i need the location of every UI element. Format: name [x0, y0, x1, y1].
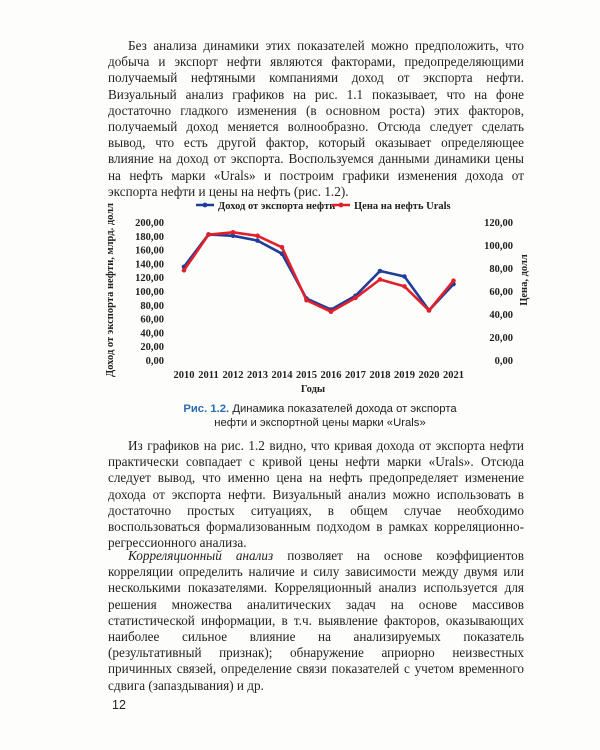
x-tick: 2019 [394, 370, 415, 381]
legend-label-price: Цена на нефть Urals [354, 201, 451, 212]
series-line-price [184, 232, 454, 311]
y-tick-right: 40,00 [489, 310, 513, 321]
data-point-price [182, 268, 187, 273]
y-tick-left: 0,00 [145, 356, 164, 367]
data-point-income [402, 274, 407, 279]
data-point-price [329, 309, 334, 314]
figure-caption-label: Рис. 1.2. [183, 403, 230, 415]
y-tick-right: 0,00 [494, 356, 513, 367]
paragraph-correlation [108, 548, 524, 694]
y-tick-left: 100,00 [135, 287, 164, 298]
y-tick-left: 60,00 [140, 314, 164, 326]
y-axis-label-right: Цена, долл [519, 254, 530, 306]
y-tick-left: 20,00 [140, 342, 164, 354]
y-tick-right: 120,00 [484, 218, 513, 229]
x-tick: 2016 [320, 370, 342, 381]
x-tick: 2021 [443, 370, 464, 381]
legend-marker-price [339, 203, 344, 208]
data-point-price [304, 298, 309, 303]
term-correlation-analysis: Корреляционный анализ [128, 548, 274, 563]
data-point-price [402, 284, 407, 289]
y-axis-left-ticks [135, 218, 164, 367]
paragraph-intro [108, 38, 524, 200]
series-line-income [184, 234, 454, 310]
x-tick: 2011 [198, 370, 219, 381]
chart-legend [196, 201, 451, 212]
x-axis-ticks [174, 370, 465, 381]
y-tick-left: 140,00 [135, 259, 164, 271]
y-axis-label-left: Доход от экспорта нефти, млрд. долл [105, 202, 116, 378]
data-point-price [353, 296, 358, 301]
figure-caption-text: Динамика показателей дохода от экспорта нефти и экспортной цены марки «Urals» [214, 403, 457, 429]
y-tick-left: 120,00 [135, 273, 164, 285]
x-tick: 2010 [173, 370, 195, 381]
paragraph-correlation-text: позволяет на основе коэффициентов корреляции определить наличие и силу зависимости между двумя или несколькими показателями. Корреляционный анализ используется для решения множества аналитических задач на основе массивов статистической информации, в т.ч. выявление факторов, оказывающих наиболее сильное влияние на анализируемых показатель (результативный признак); обнаружение априорно неизвестных причинных связей, определение связи показателей с учетом временного сдвига (запаздывания) и др. [108, 548, 524, 693]
x-tick: 2015 [296, 370, 317, 381]
y-axis-right-ticks [484, 218, 513, 367]
legend-label-income: Доход от экспорта нефти [218, 201, 336, 212]
data-point-price [255, 234, 260, 239]
y-tick-left: 40,00 [140, 328, 164, 340]
x-tick: 2020 [418, 370, 440, 381]
y-tick-right: 60,00 [489, 287, 513, 298]
x-tick: 2012 [222, 370, 244, 381]
y-tick-right: 20,00 [489, 333, 513, 344]
legend-marker-income [203, 203, 208, 208]
x-tick: 2018 [369, 370, 391, 381]
paragraph-conclusion-text: Из графиков на рис. 1.2 видно, что кривая дохода от экспорта нефти практически совпадает с кривой цены нефти марки «Urals». Отсюда следует вывод, что именно цена на нефть предопределяет изменение дохода от экспорта нефти. Визуальный анализ можно использовать в достаточно простых ситуациях, в общем случае необходимо воспользоваться формализованным подходом в рамках корреляционно-регрессионного анализа. [108, 438, 524, 551]
y-tick-left: 80,00 [140, 300, 164, 312]
y-tick-right: 100,00 [484, 241, 513, 252]
x-tick: 2014 [271, 370, 293, 381]
data-point-price [231, 230, 236, 235]
data-point-price [206, 232, 211, 237]
data-point-price [378, 277, 383, 282]
x-tick: 2013 [247, 370, 268, 381]
line-chart [100, 192, 540, 402]
y-tick-left: 160,00 [135, 245, 164, 257]
series-lines [182, 230, 456, 314]
page-number: 12 [112, 698, 126, 712]
data-point-price [280, 245, 285, 250]
y-tick-left: 200,00 [135, 218, 164, 229]
paragraph-conclusion [108, 438, 524, 551]
data-point-income [255, 238, 260, 243]
x-tick: 2017 [345, 370, 366, 381]
data-point-price [451, 278, 456, 283]
x-axis-label: Годы [300, 384, 326, 395]
data-point-income [378, 269, 383, 274]
paragraph-intro-text: Без анализа динамики этих показателей можно предположить, что добыча и экспорт нефти являются факторами, предопределяющими получаемый нефтяными компаниями доход от экспорта нефти. Визуальный анализ графиков на рис. 1.1 показывает, что на фоне достаточно гладкого изменения (в основном роста) этих факторов, получаемый доход меняется волнообразно. Отсюда следует сделать вывод, что есть другой фактор, который оказывает определяющее влияние на доход от экспорта. Воспользуемся данными динамики цены на нефть марки «Urals» и построим графики изменения дохода от экспорта нефти и цены на нефть (рис. 1.2). [108, 38, 524, 199]
y-tick-right: 80,00 [489, 264, 513, 275]
figure-caption [170, 402, 470, 430]
data-point-price [427, 308, 432, 313]
y-tick-left: 180,00 [135, 231, 164, 243]
